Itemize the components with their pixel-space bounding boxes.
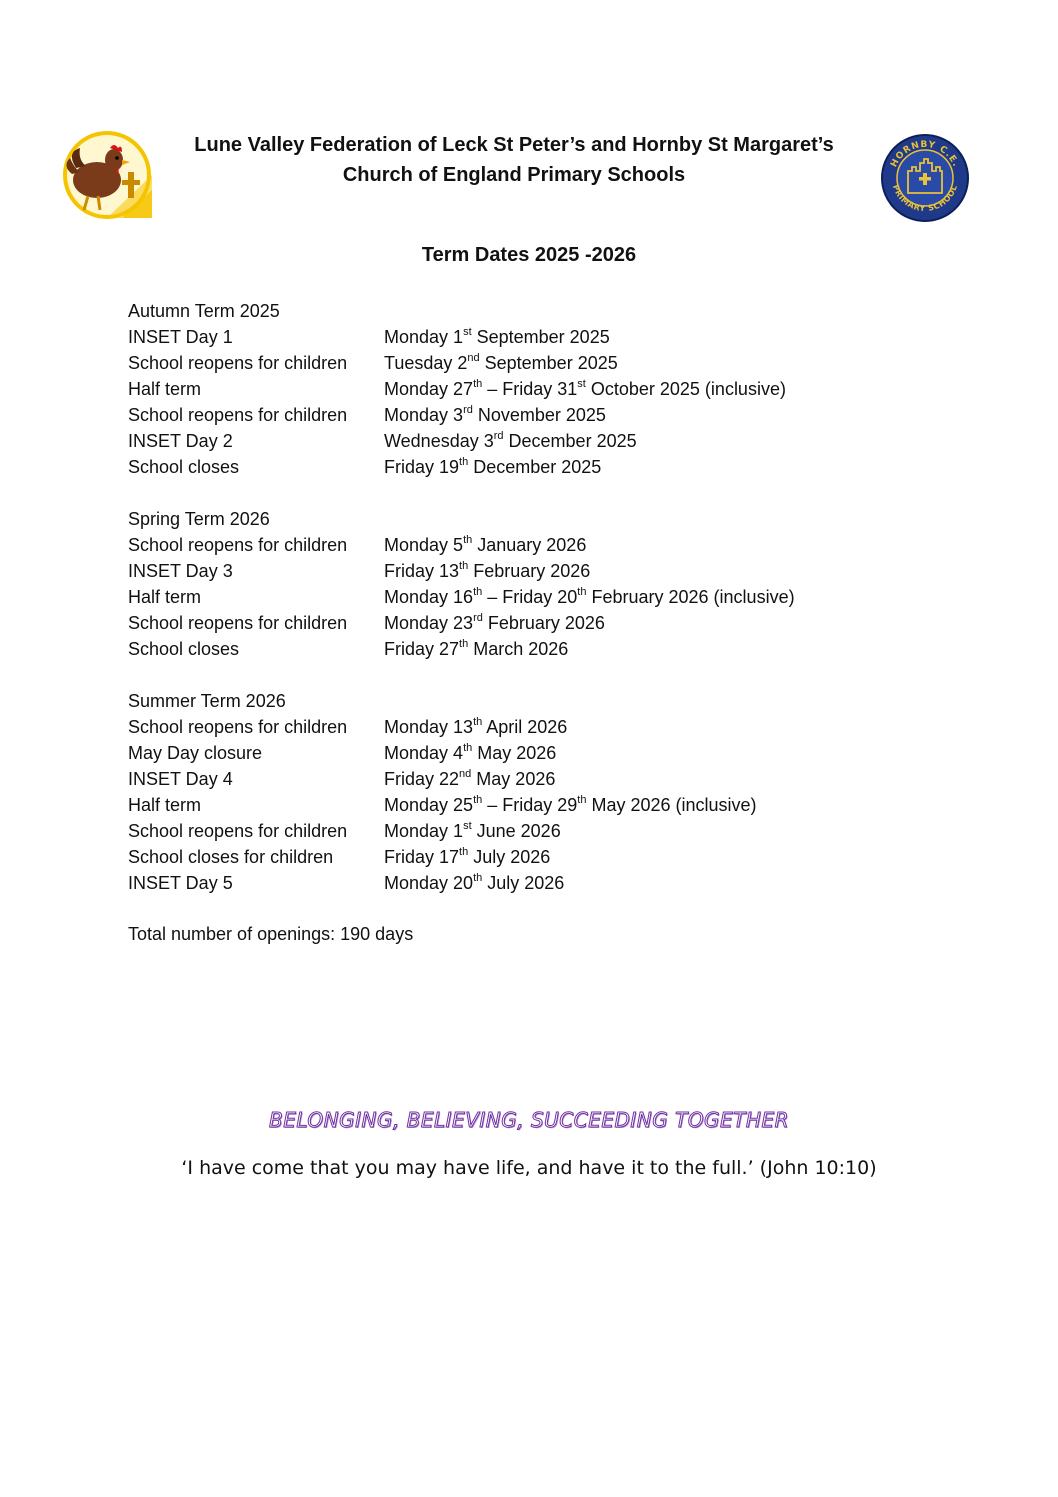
event-label: INSET Day 4 [128,769,233,789]
date-text: July 2026 [482,873,565,893]
date-text: October 2025 (inclusive) [585,379,786,399]
event-label: Half term [128,587,202,607]
ordinal-suffix: th [463,742,473,754]
total-openings: Total number of openings: 190 days [128,924,414,944]
date-text: December 2025 [503,431,637,451]
date-text: September 2025 [479,353,618,373]
date-text: July 2026 [468,847,551,867]
ordinal-suffix: th [473,872,483,884]
ordinal-suffix: st [577,378,586,390]
svg-text:PRIMARY SCHOOL: PRIMARY SCHOOL [890,183,960,214]
date-text: May 2026 (inclusive) [586,795,757,815]
date-text: April 2026 [482,717,568,737]
event-date [384,740,556,766]
date-text: Wednesday 3 [384,431,494,451]
term-heading: Spring Term 2026 [128,509,270,529]
motto: BELONGING, BELIEVING, SUCCEEDING TOGETHER [269,1108,789,1132]
date-text: Monday 5 [384,535,464,555]
date-text: Friday 13 [384,561,460,581]
date-text: September 2025 [471,327,610,347]
date-text: – Friday 29 [482,795,578,815]
event-date [384,324,610,350]
date-text: January 2026 [472,535,587,555]
page-title: Term Dates 2025 -2026 [421,244,637,266]
term-date-row [128,584,928,610]
header-line-1: Lune Valley Federation of Leck St Peter’s and Hornby St Margaret’s [194,134,834,156]
date-text: December 2025 [468,457,602,477]
bible-quote: ‘I have come that you may have life, and have it to the full.’ (John 10:10) [181,1157,877,1179]
ordinal-suffix: th [463,534,473,546]
date-text: February 2026 (inclusive) [586,587,795,607]
term-date-row [128,818,928,844]
event-label: INSET Day 3 [128,561,233,581]
ordinal-suffix: th [459,560,469,572]
ordinal-suffix: st [463,326,472,338]
term-date-row [128,844,928,870]
date-text: Monday 3 [384,405,464,425]
ordinal-suffix: th [459,846,469,858]
castle-cross-crest-icon [880,133,970,223]
term-date-row [128,376,928,402]
ordinal-suffix: th [473,586,483,598]
event-label: School reopens for children [128,717,348,737]
date-text: Monday 16 [384,587,474,607]
event-date [384,376,786,402]
event-date [384,584,795,610]
term-date-row [128,636,928,662]
term-block [128,506,928,662]
ordinal-suffix: nd [459,768,472,780]
date-text: Friday 27 [384,639,460,659]
ordinal-suffix: st [463,820,472,832]
date-text: Monday 23 [384,613,474,633]
event-label: School reopens for children [128,613,348,633]
date-text: Friday 22 [384,769,460,789]
term-date-row [128,454,928,480]
event-date [384,532,586,558]
event-date [384,636,568,662]
ordinal-suffix: rd [473,612,483,624]
term-date-row [128,792,928,818]
term-heading: Autumn Term 2025 [128,301,280,321]
date-text: May 2026 [472,743,557,763]
term-block [128,688,928,896]
ordinal-suffix: th [577,794,587,806]
term-date-row [128,740,928,766]
date-text: Monday 4 [384,743,464,763]
term-date-row [128,610,928,636]
ordinal-suffix: th [459,638,469,650]
event-label: School reopens for children [128,821,348,841]
header-line-2: Church of England Primary Schools [342,164,686,186]
date-text: Monday 27 [384,379,474,399]
ordinal-suffix: rd [463,404,473,416]
event-date [384,350,618,376]
date-text: Monday 13 [384,717,474,737]
event-label: May Day closure [128,743,263,763]
date-text: Monday 25 [384,795,474,815]
event-date [384,870,564,896]
term-date-row [128,766,928,792]
term-block [128,298,928,480]
event-label: Half term [128,379,202,399]
event-label: School closes for children [128,847,334,867]
date-text: June 2026 [471,821,561,841]
event-label: School closes [128,639,240,659]
term-date-row [128,532,928,558]
date-text: February 2026 [468,561,591,581]
event-label: INSET Day 5 [128,873,233,893]
event-date [384,428,637,454]
term-heading: Summer Term 2026 [128,691,286,711]
event-date [384,714,567,740]
date-text: Monday 20 [384,873,474,893]
event-date [384,818,561,844]
ordinal-suffix: nd [467,352,480,364]
event-label: School reopens for children [128,535,348,555]
date-text: Monday 1 [384,821,464,841]
ordinal-suffix: th [473,378,483,390]
date-text: Monday 1 [384,327,464,347]
term-date-row [128,350,928,376]
ordinal-suffix: th [473,794,483,806]
date-text: February 2026 [482,613,605,633]
event-label: School reopens for children [128,405,348,425]
term-date-row [128,324,928,350]
event-date [384,454,601,480]
rooster-cross-logo-icon [62,130,152,220]
document-header [150,130,878,190]
term-date-row [128,870,928,896]
term-date-row [128,558,928,584]
date-text: Tuesday 2 [384,353,468,373]
event-label: INSET Day 2 [128,431,233,451]
date-text: – Friday 20 [482,587,578,607]
ordinal-suffix: rd [493,430,504,442]
date-text: May 2026 [471,769,556,789]
event-date [384,558,590,584]
event-date [384,844,550,870]
term-date-row [128,402,928,428]
ordinal-suffix: th [473,716,483,728]
event-label: School closes [128,457,240,477]
term-schedule [128,298,928,922]
svg-text:HORNBY C.E.: HORNBY C.E. [889,139,961,170]
ordinal-suffix: th [577,586,587,598]
ordinal-suffix: th [459,456,469,468]
date-text: March 2026 [468,639,569,659]
event-label: INSET Day 1 [128,327,233,347]
event-date [384,402,606,428]
event-date [384,766,555,792]
term-date-row [128,428,928,454]
date-text: November 2025 [472,405,606,425]
date-text: Friday 17 [384,847,460,867]
event-label: School reopens for children [128,353,348,373]
date-text: – Friday 31 [482,379,578,399]
event-date [384,792,757,818]
event-label: Half term [128,795,202,815]
event-date [384,610,605,636]
term-date-row [128,714,928,740]
date-text: Friday 19 [384,457,460,477]
